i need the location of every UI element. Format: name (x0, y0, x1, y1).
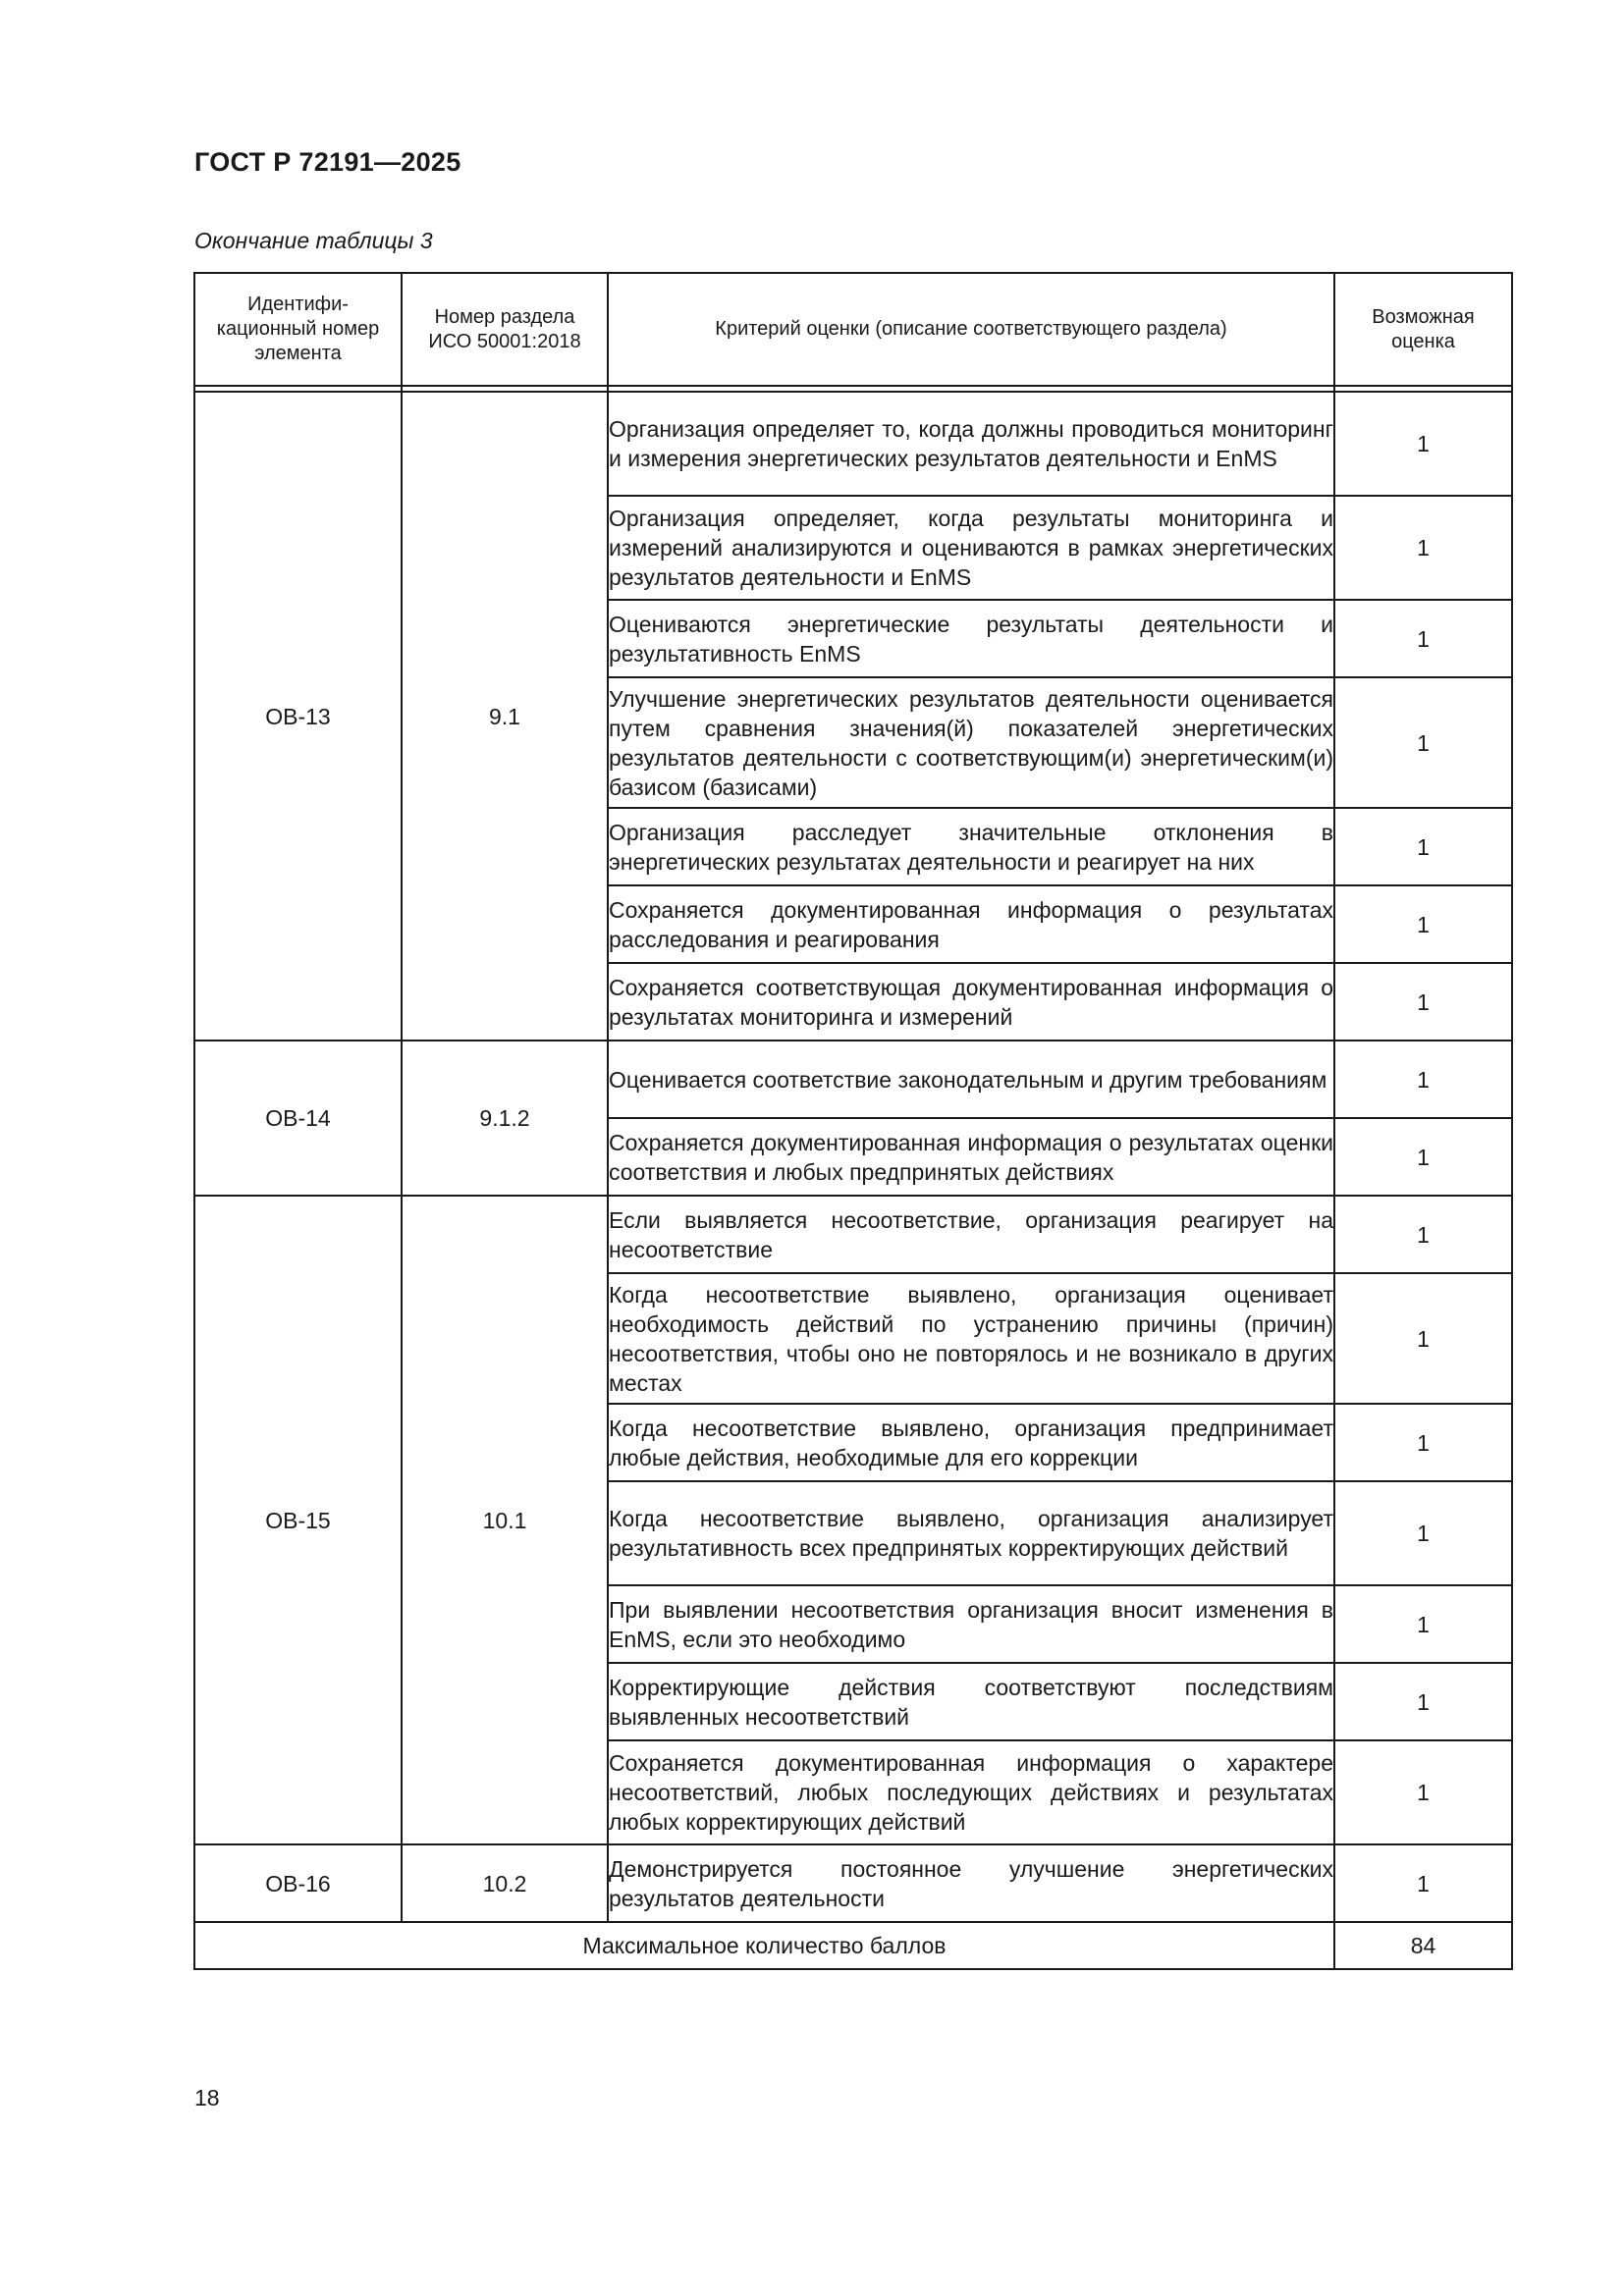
score-cell: 1 (1334, 1118, 1512, 1196)
criterion-cell: Демонстрируется постоянное улучшение энергетических результатов деятельности (608, 1844, 1334, 1922)
score-cell: 1 (1334, 1844, 1512, 1922)
section-number-cell: 10.1 (402, 1196, 608, 1844)
criterion-cell: Улучшение энергетических результатов деятельности оценивается путем сравнения значения(й) показателей энергетических результатов деятельности с соответствующим(и) энергетическим(и) базисом (базисами) (608, 677, 1334, 808)
column-header-element-id: Идентифи-кационный номер элемента (194, 273, 402, 386)
element-id-cell: ОВ-16 (194, 1844, 402, 1922)
criterion-cell: Когда несоответствие выявлено, организация предпринимает любые действия, необходимые для его коррекции (608, 1404, 1334, 1481)
table-row (194, 392, 1512, 496)
criterion-cell: Организация определяет, когда результаты мониторинга и измерений анализируются и оцениваются в рамках энергетических результатов деятельности и EnMS (608, 496, 1334, 600)
section-number-cell: 10.2 (402, 1844, 608, 1922)
section-number-cell: 9.1.2 (402, 1041, 608, 1196)
page-number: 18 (194, 2085, 220, 2110)
table-caption: Окончание таблицы 3 (194, 228, 433, 253)
criterion-cell: Корректирующие действия соответствуют последствиям выявленных несоответствий (608, 1663, 1334, 1740)
score-cell: 1 (1334, 1273, 1512, 1404)
table-row (194, 1196, 1512, 1273)
assessment-table (193, 272, 1513, 1970)
score-cell: 1 (1334, 600, 1512, 677)
score-cell: 1 (1334, 1740, 1512, 1844)
criterion-cell: Сохраняется документированная информация о результатах расследования и реагирования (608, 885, 1334, 963)
score-cell: 1 (1334, 392, 1512, 496)
column-header-section-number: Номер раздела ИСО 50001:2018 (402, 273, 608, 386)
table-body (194, 392, 1512, 1922)
criterion-cell: Сохраняется документированная информация о характере несоответствий, любых последующих действиях и результатах любых корректирующих действий (608, 1740, 1334, 1844)
table-row (194, 1844, 1512, 1922)
total-value: 84 (1334, 1922, 1512, 1969)
criterion-cell: Организация расследует значительные отклонения в энергетических результатах деятельности и реагирует на них (608, 808, 1334, 885)
assessment-table-container (193, 272, 1511, 1970)
element-id-cell: ОВ-14 (194, 1041, 402, 1196)
column-header-score: Возможная оценка (1334, 273, 1512, 386)
criterion-cell: Когда несоответствие выявлено, организация анализирует результативность всех предпринятых корректирующих действий (608, 1481, 1334, 1585)
document-title: ГОСТ Р 72191—2025 (194, 147, 461, 177)
criterion-cell: Оценивается соответствие законодательным и другим требованиям (608, 1041, 1334, 1118)
score-cell: 1 (1334, 1041, 1512, 1118)
criterion-cell: Когда несоответствие выявлено, организация оценивает необходимость действий по устранению причины (причин) несоответствия, чтобы оно не повторялось и не возникало в других местах (608, 1273, 1334, 1404)
score-cell: 1 (1334, 963, 1512, 1041)
score-cell: 1 (1334, 1663, 1512, 1740)
table-row (194, 1041, 1512, 1118)
score-cell: 1 (1334, 808, 1512, 885)
column-header-criterion: Критерий оценки (описание соответствующего раздела) (608, 273, 1334, 386)
criterion-cell: При выявлении несоответствия организация вносит изменения в EnMS, если это необходимо (608, 1585, 1334, 1663)
criterion-cell: Организация определяет то, когда должны проводиться мониторинг и измерения энергетических результатов деятельности и EnMS (608, 392, 1334, 496)
total-label: Максимальное количество баллов (194, 1922, 1334, 1969)
element-id-cell: ОВ-13 (194, 392, 402, 1041)
score-cell: 1 (1334, 496, 1512, 600)
score-cell: 1 (1334, 1404, 1512, 1481)
criterion-cell: Сохраняется соответствующая документированная информация о результатах мониторинга и измерений (608, 963, 1334, 1041)
score-cell: 1 (1334, 1196, 1512, 1273)
section-number-cell: 9.1 (402, 392, 608, 1041)
table-header-row (194, 273, 1512, 386)
score-cell: 1 (1334, 1585, 1512, 1663)
element-id-cell: ОВ-15 (194, 1196, 402, 1844)
criterion-cell: Если выявляется несоответствие, организация реагирует на несоответствие (608, 1196, 1334, 1273)
criterion-cell: Оцениваются энергетические результаты деятельности и результативность EnMS (608, 600, 1334, 677)
total-row (194, 1922, 1512, 1969)
score-cell: 1 (1334, 885, 1512, 963)
score-cell: 1 (1334, 1481, 1512, 1585)
criterion-cell: Сохраняется документированная информация о результатах оценки соответствия и любых предпринятых действиях (608, 1118, 1334, 1196)
score-cell: 1 (1334, 677, 1512, 808)
